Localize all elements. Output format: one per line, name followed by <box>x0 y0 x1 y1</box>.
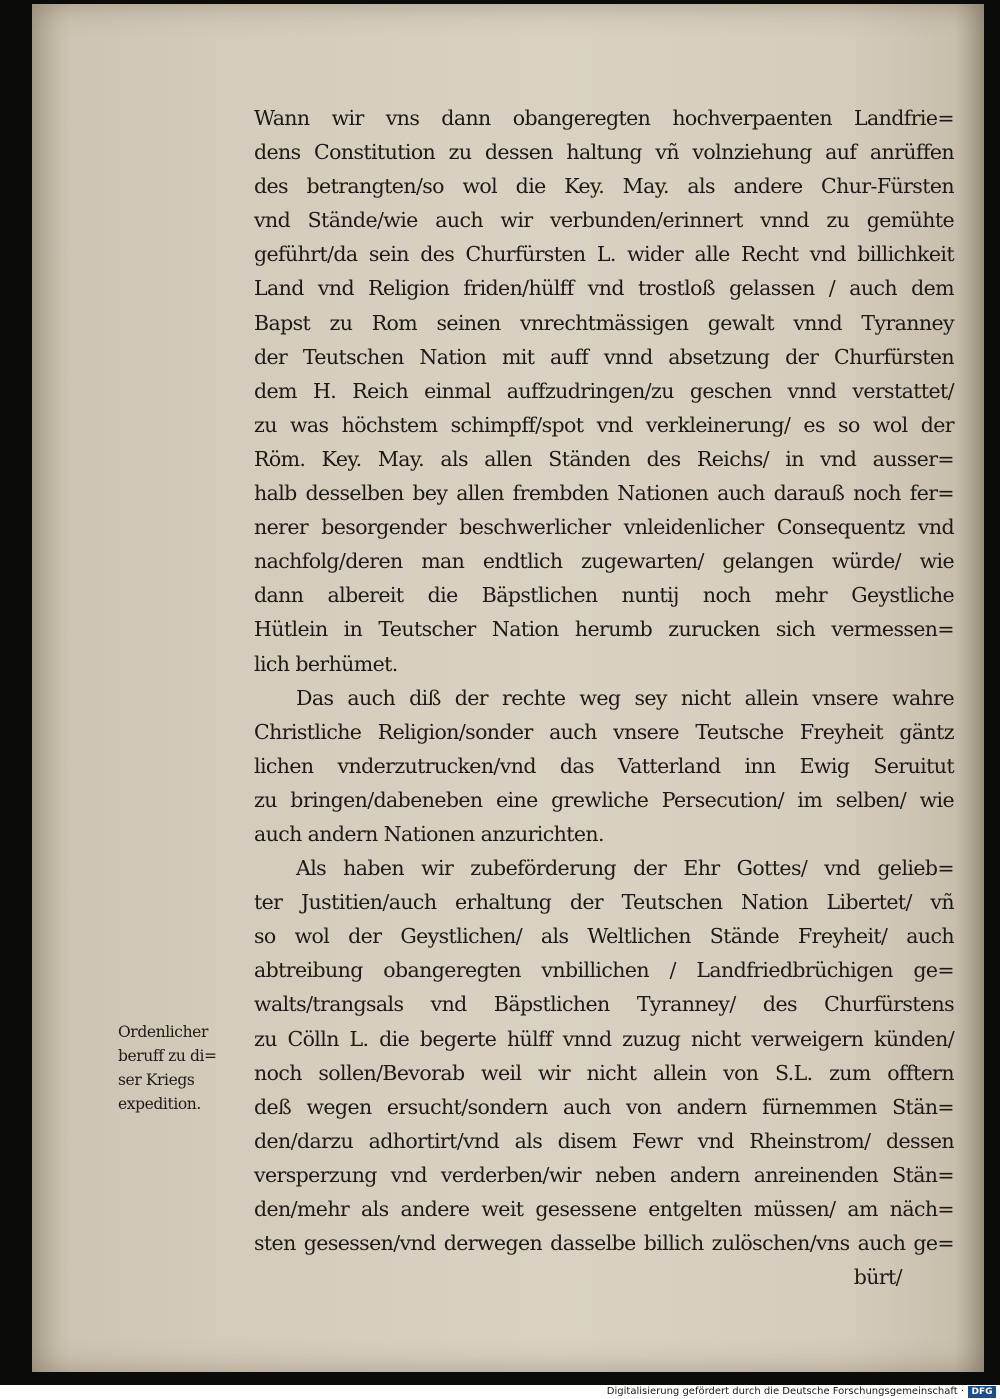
text-line: Wann wir vns dann obangeregten hochverpaenten Landfrie= <box>254 106 954 130</box>
text-line: zu Cölln L. die begerte hülff vnnd zuzug nicht verweigern künden/ <box>254 1026 954 1051</box>
text-line: sten gesessen/vnd derwegen dasselbe billich zulöschen/vns auch ge= <box>254 1231 954 1256</box>
text-line: deß wegen ersucht/sondern auch von andern fürnemmen Stän= <box>254 1094 954 1119</box>
text-line: dann albereit die Bäpstlichen nuntij noch mehr Geystliche <box>254 583 954 608</box>
paragraph-start-line: Als haben wir zubeförderung der Ehr Gottes/ vnd gelieb= <box>296 856 954 881</box>
text-line: so wol der Geystlichen/ als Weltlichen Stände Freyheit/ auch <box>254 924 954 949</box>
text-line: nachfolg/deren man endtlich zugewarten/ gelangen würde/ wie <box>254 549 954 574</box>
text-line: zu bringen/dabeneben eine grewliche Persecution/ im selben/ wie <box>254 787 954 812</box>
footer-bar <box>0 1385 1000 1399</box>
text-line: vnd Stände/wie auch wir verbunden/erinnert vnnd zu gemühte <box>254 208 954 233</box>
text-line: dens Constitution zu dessen haltung vñ volnziehung auf anrüffen <box>254 140 954 165</box>
margin-note-line: expedition. <box>118 1095 201 1113</box>
text-line: dem H. Reich einmal auffzudringen/zu geschen vnnd verstattet/ <box>254 378 954 403</box>
text-line: Bapst zu Rom seinen vnrechtmässigen gewalt vnnd Tyranney <box>254 310 954 335</box>
text-line: nerer besorgender beschwerlicher vnleidenlicher Consequentz vnd <box>254 515 954 540</box>
catchword: bürt/ <box>853 1265 902 1290</box>
text-line: abtreibung obangeregten vnbillichen / Landfriedbrüchigen ge= <box>254 958 954 983</box>
margin-note-line: beruff zu di= <box>118 1047 217 1065</box>
text-line: zu was höchstem schimpff/spot vnd verkleinerung/ es so wol der <box>254 412 954 437</box>
margin-note-line: Ordenlicher <box>118 1023 208 1041</box>
paragraph-start-line: Das auch diß der rechte weg sey nicht allein vnsere wahre <box>296 685 954 710</box>
funding-credit: Digitalisierung gefördert durch die Deutsche Forschungsgemeinschaft · <box>606 1386 964 1397</box>
text-line: walts/trangsals vnd Bäpstlichen Tyranney/ des Churfürstens <box>254 992 954 1017</box>
margin-note <box>118 1020 248 1116</box>
text-line: den/mehr als andere weit gesessene entgelten müssen/ am näch= <box>254 1197 954 1221</box>
text-line: halb desselben bey allen frembden Nationen auch darauß noch fer= <box>254 481 954 506</box>
text-line: lichen vnderzutrucken/vnd das Vatterland inn Ewig Seruitut <box>254 753 954 778</box>
text-line: Hütlein in Teutscher Nation herumb zurucken sich vermessen= <box>254 617 954 642</box>
dfg-logo-icon: DFG <box>968 1386 996 1398</box>
text-line: den/darzu adhortirt/vnd als disem Fewr vnd Rheinstrom/ dessen <box>254 1128 954 1153</box>
body-text <box>254 101 954 1294</box>
text-line: geführt/da sein des Churfürsten L. wider alle Recht vnd billichkeit <box>254 242 954 267</box>
text-line: auch andern Nationen anzurichten. <box>254 821 604 846</box>
text-line: Röm. Key. May. als allen Ständen des Reichs/ in vnd ausser= <box>254 446 954 471</box>
text-line: Land vnd Religion friden/hülff vnd trostloß gelassen / auch dem <box>254 276 954 301</box>
text-line: der Teutschen Nation mit auff vnnd absetzung der Churfürsten <box>254 344 954 369</box>
text-line: versperzung vnd verderben/wir neben andern anreinenden Stän= <box>254 1162 954 1187</box>
text-line: des betrangten/so wol die Key. May. als andere Chur-Fürsten <box>254 174 954 199</box>
text-line: lich berhümet. <box>254 651 398 676</box>
text-line: ter Justitien/auch erhaltung der Teutschen Nation Libertet/ vñ <box>254 890 954 915</box>
text-line: Christliche Religion/sonder auch vnsere Teutsche Freyheit gäntz <box>254 719 954 744</box>
margin-note-line: ser Kriegs <box>118 1071 195 1089</box>
text-line: noch sollen/Bevorab weil wir nicht allein von S.L. zum offtern <box>254 1060 954 1085</box>
